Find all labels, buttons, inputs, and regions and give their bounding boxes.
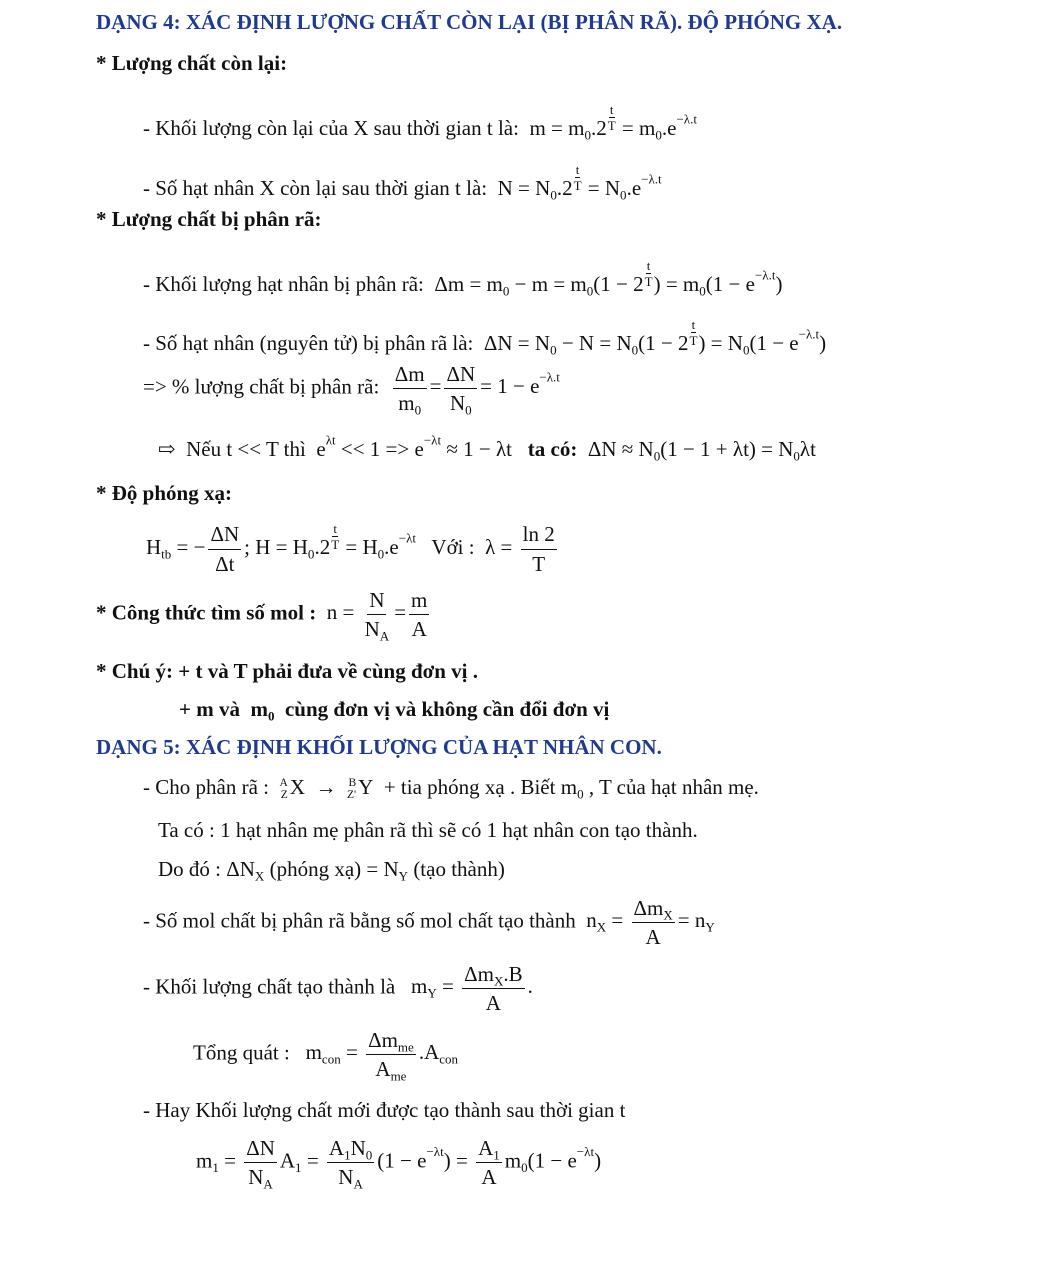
- formula-decayed-nuclei: $\Delta N = N_0 - N = N_0(1 - 2$ $\frac{t}{T}$ ) = $N_0(1 - e^{-\lambda.t})$: [478, 317, 827, 358]
- heading-decayed: * Lượng chất bị phân rã:: [96, 207, 322, 231]
- heading-activity: * Độ phóng xạ:: [96, 481, 232, 505]
- approx-condition-text: Nếu t << T thì: [186, 437, 306, 461]
- formula-lambda: λ = $\frac{\ln 2}{T}$: [479, 522, 555, 576]
- decayed-mass-text: - Khối lượng hạt nhân bị phân rã:: [143, 271, 424, 296]
- approx-result-text: ta có:: [527, 437, 578, 461]
- mol-line: [96, 588, 432, 644]
- general-line: [193, 1028, 459, 1084]
- remaining-nuclei-text: - Số hạt nhân X còn lại sau thời gian t là:: [143, 175, 488, 200]
- decay-given-middle: + tia phóng xạ . Biết m: [383, 775, 578, 799]
- one-to-one-line: Ta có : 1 hạt nhân mẹ phân rã thì sẽ có 1 hạt nhân con tạo thành.: [158, 818, 698, 842]
- formula-approx-condition: $e^{\lambda t} << 1 => e^{-\lambda t} \approx 1 - \lambda t$: [311, 432, 523, 461]
- so-prefix: Do đó :: [158, 857, 221, 881]
- formula-mol: n = $\frac{N}{N_A}$ = $\frac{m}{A}$: [321, 588, 428, 644]
- arrow-right-icon: ⇨: [158, 437, 176, 461]
- mol-equal-line: [143, 896, 715, 949]
- new-mass-line: - Hay Khối lượng chất mới được tạo thành sau thời gian t: [143, 1098, 626, 1122]
- decay-given-line: - Cho phân rã : A Z X → B Z' Y + tia phóng xạ . Biết $m_0$ , T của hạt nhân mẹ.: [143, 775, 759, 802]
- formula-remaining-nuclei: $N = N_0.2$ $\frac{t}{T}$ = $N_0.e^{-\lambda.t}$: [492, 162, 662, 203]
- remaining-mass-line: [143, 103, 697, 141]
- remaining-mass-text: - Khối lượng còn lại của X sau thời gian t là:: [143, 115, 519, 140]
- with-label: Với :: [431, 534, 475, 559]
- formula-mol-equal: $n_X$ = $\frac{\Delta m_X}{A}$ = $n_Y$: [581, 896, 715, 950]
- formula-general: $m_{con}$ = $\frac{\Delta m_{me}}{A_{me}}$ $.A_{con}$: [295, 1028, 459, 1084]
- percent-decayed-line: [143, 362, 560, 418]
- formula-decayed-mass: $\Delta m = m_0 - m = m_0(1 - 2$ $\frac{t}{T}$ ) = $m_0(1 - e^{-\lambda.t})$: [429, 258, 783, 299]
- decayed-nuclei-line: [143, 318, 826, 356]
- general-text: Tổng quát :: [193, 1040, 290, 1065]
- decayed-mass-line: [143, 259, 782, 297]
- so-line: Do đó : $\Delta N_X$ (phóng xạ) = $N_Y$ (tạo thành): [158, 857, 505, 884]
- note-2-suffix: cùng đơn vị và không cần đổi đơn vị: [284, 697, 610, 721]
- decay-given-suffix: , T của hạt nhân mẹ.: [588, 775, 759, 799]
- heading-mol: * Công thức tìm số mol :: [96, 600, 317, 625]
- heading-remaining: * Lượng chất còn lại:: [96, 51, 288, 75]
- approx-line: [158, 432, 816, 464]
- formula-decay-reaction: A Z X → B Z' Y: [279, 775, 379, 802]
- decay-given-prefix: - Cho phân rã :: [143, 775, 269, 799]
- note-line-1: * Chú ý: + t và T phải đưa về cùng đơn vị .: [96, 659, 479, 683]
- decayed-nuclei-text: - Số hạt nhân (nguyên tử) bị phân rã là:: [143, 330, 474, 355]
- remaining-nuclei-line: [143, 163, 662, 201]
- product-mass-text: - Khối lượng chất tạo thành là: [143, 974, 396, 999]
- formula-remaining-mass: $m = m_0.2$ $\frac{t}{T}$ = $m_0.e^{-\lambda.t}$: [524, 102, 697, 143]
- formula-new-mass: $m_1$ = $\frac{\Delta N}{N_A}$ $A_1$ = $\frac{A_1N_0}{N_A}$ $(1 - e^{-\lambda t})$ = $\frac{A_1}{A}$ $m_0(1 - e^{-\lambda t})$: [196, 1136, 602, 1192]
- mol-equal-text: - Số mol chất bị phân rã bằng số mol chất tạo thành: [143, 908, 576, 933]
- note-line-2: + m và $m_0$ cùng đơn vị và không cần đổi đơn vị: [179, 697, 610, 724]
- formula-percent-decayed: $\frac{\Delta m}{m_0}$ = $\frac{\Delta N}{N_0}$ = $1 - e^{-\lambda.t}$: [394, 362, 560, 418]
- section-5-title: DẠNG 5: XÁC ĐỊNH KHỐI LƯỢNG CỦA HẠT NHÂN CON.: [96, 735, 662, 759]
- formula-activity: $H_{tb}$ = − $\frac{\Delta N}{\Delta t}$ ; $H = H_0.2$ $\frac{t}{T}$ = $H_0.e^{-\lambda t}$: [146, 521, 417, 576]
- product-mass-line: [143, 962, 533, 1015]
- percent-decayed-text: => % lượng chất bị phân rã:: [143, 374, 380, 399]
- formula-approx-result: $\Delta N \approx N_0(1 - 1 + \lambda t) = N_0\lambda t$: [582, 437, 816, 464]
- section-4-title: DẠNG 4: XÁC ĐỊNH LƯỢNG CHẤT CÒN LẠI (BỊ PHÂN RÃ). ĐỘ PHÓNG XẠ.: [96, 10, 843, 34]
- note-2-prefix: + m và: [179, 697, 240, 721]
- so-middle: (phóng xạ) =: [269, 857, 379, 881]
- formula-product-mass: $m_Y$ = $\frac{\Delta m_X.B}{A}$ .: [400, 962, 533, 1016]
- activity-line: [146, 522, 560, 576]
- so-suffix: (tạo thành): [413, 857, 505, 881]
